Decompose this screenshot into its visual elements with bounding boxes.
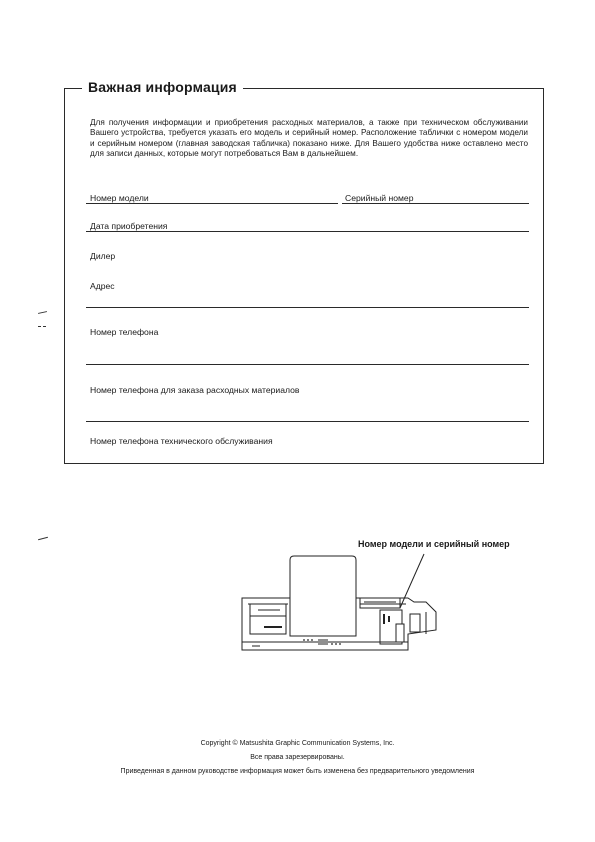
dealer-label: Дилер <box>90 251 116 261</box>
service-phone-label: Номер телефона технического обслуживания <box>90 436 273 446</box>
supplies-phone-label: Номер телефона для заказа расходных материалов <box>90 385 300 395</box>
supplies-phone-field[interactable] <box>86 421 529 422</box>
section-title: Важная информация <box>82 78 243 96</box>
device-label-illustration <box>240 550 440 662</box>
copyright-text: Copyright © Matsushita Graphic Communication Systems, Inc. <box>200 740 395 747</box>
paper-sheet <box>290 556 356 636</box>
scan-mark <box>38 311 47 314</box>
notice-text: Приведенная в данном руководстве информация может быть изменена без предварительного уведомления <box>120 768 475 775</box>
phone-field[interactable] <box>86 364 529 365</box>
intro-paragraph: Для получения информации и приобретения расходных материалов, а также при техническом обслуживании Вашего устройства, требуется указать его модель и серийный номер. Расположение таблички с номером модели и серийным номером (главная заводская табличка) показано ниже. Для Вашего удобства ниже оставлено место для записи данных, которые могут потребоваться Вам в дальнейшем. <box>90 118 528 158</box>
pointer-line <box>400 554 424 608</box>
serial-number-label: Серийный номер <box>345 193 414 203</box>
model-number-field[interactable] <box>86 203 338 204</box>
left-tray <box>250 604 286 634</box>
illustration-caption: Номер модели и серийный номер <box>358 539 510 549</box>
serial-number-field[interactable] <box>342 203 529 204</box>
scan-mark <box>38 537 48 540</box>
address-field[interactable] <box>86 307 529 308</box>
phone-label: Номер телефона <box>90 327 159 337</box>
purchase-date-field[interactable] <box>86 231 529 232</box>
scan-mark <box>38 326 46 327</box>
model-number-label: Номер модели <box>90 193 149 203</box>
rights-text: Все права зарезервированы. <box>250 754 345 761</box>
purchase-date-label: Дата приобретения <box>90 221 168 231</box>
address-label: Адрес <box>90 281 115 291</box>
